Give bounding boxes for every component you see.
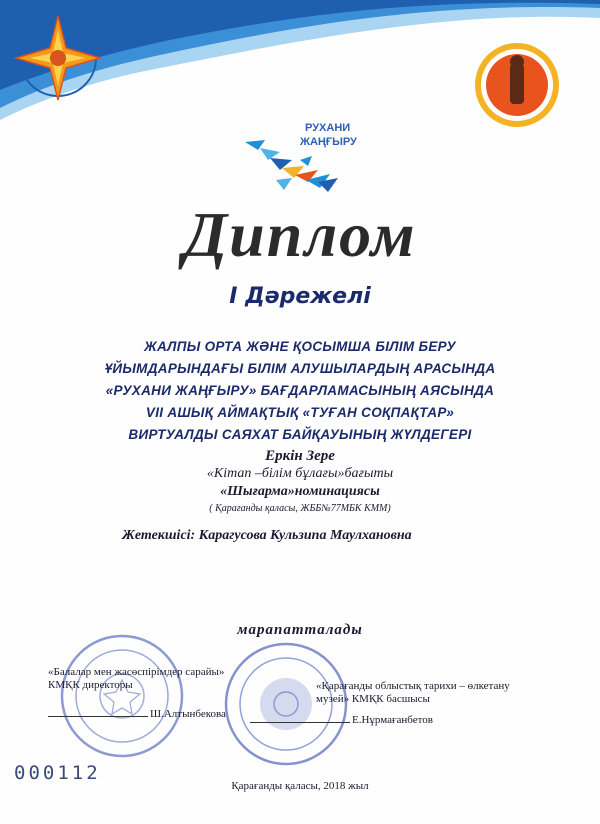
- logo-line2: ЖАҢҒЫРУ: [300, 136, 357, 148]
- recipient-direction: «Кітап –білім бұлағы»бағыты: [206, 466, 394, 481]
- palace-emblem-icon: [8, 8, 108, 108]
- body-line: VII АШЫҚ АЙМАҚТЫҚ «ТУҒАН СОҚПАҚТАР»: [145, 405, 455, 420]
- diploma-title: Диплом: [183, 199, 417, 270]
- body-text: [0, 336, 600, 446]
- rukhani-zhangyru-logo: [240, 120, 380, 195]
- awarded-label: марапатталады: [237, 622, 363, 638]
- body-line: ЖАЛПЫ ОРТА ЖӘНЕ ҚОСЫМША БІЛІМ БЕРУ: [144, 339, 456, 354]
- left-signature-name: Ш.Алтынбекова: [150, 708, 226, 720]
- recipient-name: Еркін Зере: [265, 448, 335, 464]
- logo-line1: РУХАНИ: [305, 122, 351, 134]
- recipient-nomination: «Шығарма»номинациясы: [220, 484, 380, 499]
- serial-number: 000112: [14, 762, 101, 784]
- right-signature-line: [250, 722, 350, 723]
- body-line: ҰЙЫМДАРЫНДАҒЫ БІЛІМ АЛУШЫЛАРДЫҢ АРАСЫНДА: [104, 361, 496, 376]
- left-signature-line: [48, 716, 148, 717]
- left-signature-org-line1: «Балалар мен жасөспірімдер сарайы»: [48, 666, 225, 678]
- footer-text: Қарағанды қаласы, 2018 жыл: [231, 780, 369, 792]
- right-signature-name: Е.Нұрмағанбетов: [352, 714, 433, 726]
- recipient-school: ( Қарағанды қаласы, ЖББ№77МБК КММ): [209, 503, 391, 514]
- body-line: «РУХАНИ ЖАҢҒЫРУ» БАҒДАРЛАМАСЫНЫҢ АЯСЫНДА: [105, 383, 495, 398]
- museum-emblem-icon: [472, 40, 562, 130]
- right-signature-org-line1: «Қарағанды облыстық тарихи – өлкетану: [316, 680, 510, 692]
- right-signature-org-line2: музей» КМҚК басшысы: [316, 693, 430, 705]
- degree-label: І Дәрежелі: [229, 284, 371, 309]
- body-line: ВИРТУАЛДЫ САЯХАТ БАЙҚАУЫНЫҢ ЖҮЛДЕГЕРІ: [128, 427, 472, 442]
- supervisor-line: Жетекшісі: Карагусова Кульзипа Маулхановна: [122, 528, 412, 543]
- left-stamp-icon: [58, 632, 186, 760]
- left-signature-org-line2: КМҚК директоры: [48, 679, 133, 691]
